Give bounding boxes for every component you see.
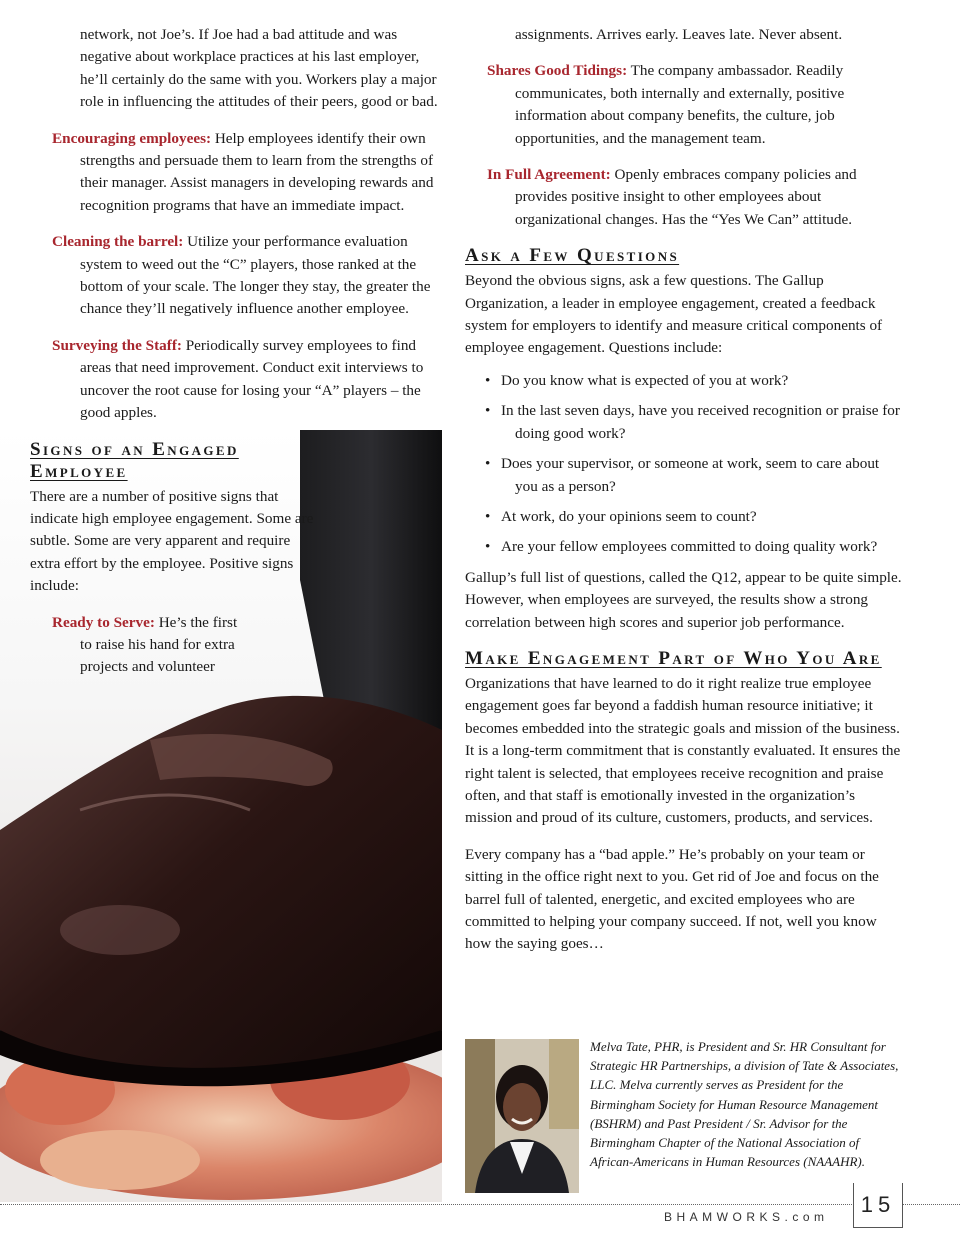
closing-paragraph: Every company has a “bad apple.” He’s probably on your team or sitting in the office right next to you. Get rid of Joe and focus on the barrel full of talented, energetic, and excited employees who are committed to helping your company succeed. If not, well you know how the saying goes… [465, 845, 879, 953]
author-photo [465, 1039, 579, 1193]
left-column [30, 24, 440, 693]
bullet-icon: • [485, 507, 491, 525]
questions-intro: Beyond the obvious signs, ask a few questions. The Gallup Organization, a leader in employee engagement, created a feedback system for employers to identify and measure critical components of employee engagement. Questions include: [465, 272, 883, 357]
q12-paragraph: Gallup’s full list of questions, called the Q12, appear to be quite simple. However, when employees are surveyed, the results show a strong correlation between high scores and superior job performance. [465, 568, 902, 631]
ready-continued: assignments. Arrives early. Leaves late. Never absent. [515, 26, 843, 43]
list-item-cleaning [30, 231, 440, 321]
bullet-icon: • [485, 402, 491, 420]
list-item: • Are your fellow employees committed to doing quality work? [465, 536, 905, 558]
term-surveying: Surveying the Staff: [52, 336, 182, 354]
bullet-icon: • [485, 455, 491, 473]
make-paragraph: Organizations that have learned to do it right realize true employee engagement goes far beyond a faddish human resource initiative; it becomes embedded into the strategic goals and mission of the business. It is a long-term commitment that is constantly evaluated. It ensures the right talent is selected, that employees receive recognition and praise often, and that staff is emotionally invested in the organization’s mission and proud of its culture, customers, products, and services. [465, 674, 901, 827]
questions-list [465, 370, 905, 559]
desc-ready: He’s the first to raise his hand for extra projects and volunteer [80, 613, 238, 676]
list-item-shares [465, 60, 905, 150]
term-ready: Ready to Serve: [52, 613, 155, 631]
site-name: BHAMWORKS.com [664, 1210, 829, 1224]
footer-divider [0, 1204, 960, 1205]
heading-signs: Signs of an Engaged Employee [30, 438, 239, 482]
desc-shares: The company ambassador. Readily communicates, both internally and externally, positive information about company benefits, the culture, job opportunities, and the management team. [515, 62, 845, 147]
list-item-encouraging [30, 128, 440, 218]
heading-make-engagement: Make Engagement Part of Who You Are [465, 647, 882, 669]
intro-paragraph: network, not Joe’s. If Joe had a bad attitude and was negative about workplace practices at his last employer, he’ll certainly do the same with you. Workers play a major role in influencing the attitudes of their peers, good or bad. [80, 26, 438, 111]
list-item: • Do you know what is expected of you at work? [465, 370, 905, 392]
desc-surveying: Periodically survey employees to find areas that need improvement. Conduct exit interviews to uncover the root cause for losing your “A” players – the good apples. [80, 336, 424, 422]
list-item-agreement [465, 164, 905, 231]
desc-encouraging: Help employees identify their own strengths and persuade them to learn from the strengths of their manager. Assist managers in developing rewards and recognition programs that have an immediate impact. [80, 129, 434, 214]
list-item-ready [30, 612, 245, 679]
term-cleaning: Cleaning the barrel: [52, 233, 184, 251]
desc-cleaning: Utilize your performance evaluation system to weed out the “C” players, those ranked at the bottom of your scale. The longer they stay, the greater the chance they’ll negatively influence another employee. [80, 233, 431, 318]
heading-questions: Ask a Few Questions [465, 245, 680, 267]
page-number: 15 [853, 1183, 903, 1228]
bullet-icon: • [485, 538, 491, 556]
term-encouraging: Encouraging employees: [52, 129, 212, 147]
term-agreement: In Full Agreement: [487, 166, 611, 184]
signs-paragraph: There are a number of positive signs that indicate high employee engagement. Some are subtle. Some are very apparent and require extra effort by the employee. Positive signs include: [30, 487, 314, 595]
right-column [465, 24, 905, 970]
bullet-icon: • [485, 371, 491, 389]
desc-agreement: Openly embraces company policies and provides positive insight to other employees about organizational changes. Has the “Yes We Can” attitude. [515, 166, 857, 228]
list-item-surveying [30, 335, 440, 425]
author-bio: Melva Tate, PHR, is President and Sr. HR Consultant for Strategic HR Partnerships, a division of Tate & Associates, LLC. Melva currently serves as President for the Birmingham Society for Human Resource Management (BSHRM) and Past President / Sr. Advisor for the Birmingham Chapter of the National Association of African-Americans in Human Resources (NAAAHR). [590, 1039, 899, 1170]
list-item: • At work, do your opinions seem to count? [465, 506, 905, 528]
term-shares: Shares Good Tidings: [487, 62, 628, 80]
list-item: • Does your supervisor, or someone at work, seem to care about you as a person? [485, 455, 880, 495]
list-item: • In the last seven days, have you received recognition or praise for doing good work? [485, 402, 900, 442]
